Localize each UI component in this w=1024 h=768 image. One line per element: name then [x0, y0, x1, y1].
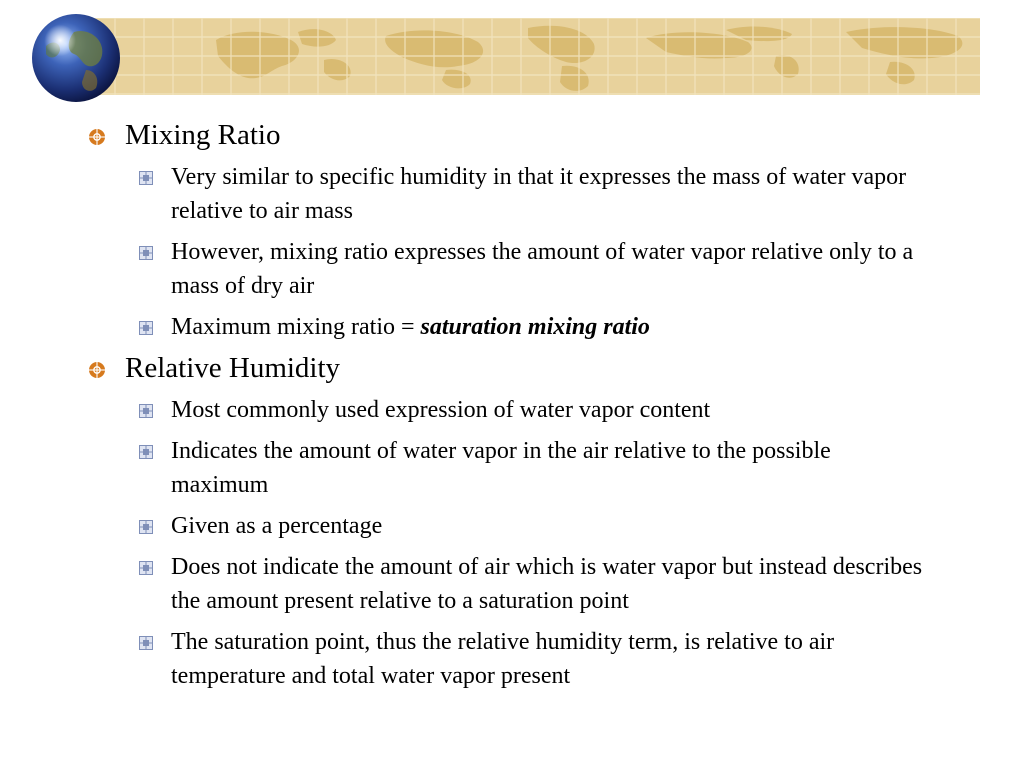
- bullet-item: [88, 625, 968, 693]
- square-bullet-icon: [139, 321, 153, 335]
- bullet-item: [88, 160, 968, 228]
- bullet-text: Maximum mixing ratio =: [171, 314, 421, 340]
- bullet-item: [88, 509, 968, 543]
- section-heading: [88, 351, 968, 385]
- circle-bullet-icon: [88, 361, 106, 379]
- bullet-item: [88, 434, 968, 502]
- square-bullet-icon: [139, 404, 153, 418]
- slide-content: [88, 118, 968, 700]
- world-map-banner: [86, 18, 980, 95]
- square-bullet-icon: [139, 445, 153, 459]
- bullet-text: The saturation point, thus the relative humidity term, is relative to air temperature and total water vapor present: [171, 629, 835, 689]
- section-heading: [88, 118, 968, 152]
- bullet-item: [88, 310, 968, 344]
- bullet-item: [88, 235, 968, 303]
- square-bullet-icon: [139, 561, 153, 575]
- circle-bullet-icon: [88, 128, 106, 146]
- bullet-text: Given as a percentage: [171, 513, 383, 539]
- bullet-text: However, mixing ratio expresses the amount of water vapor relative only to a mass of dry air: [171, 239, 914, 299]
- square-bullet-icon: [139, 246, 153, 260]
- globe-logo: [30, 12, 122, 104]
- square-bullet-icon: [139, 171, 153, 185]
- square-bullet-icon: [139, 636, 153, 650]
- bullet-emphasis-text: saturation mixing ratio: [420, 314, 650, 340]
- section-heading-text: Relative Humidity: [125, 352, 341, 384]
- bullet-text: Very similar to specific humidity in that it expresses the mass of water vapor relative to air mass: [171, 164, 907, 224]
- bullet-text: Does not indicate the amount of air which is water vapor but instead describes the amount present relative to a saturation point: [171, 554, 923, 614]
- bullet-item: [88, 550, 968, 618]
- square-bullet-icon: [139, 520, 153, 534]
- bullet-text: Indicates the amount of water vapor in the air relative to the possible maximum: [171, 438, 831, 498]
- section-heading-text: Mixing Ratio: [125, 119, 281, 151]
- bullet-item: [88, 393, 968, 427]
- bullet-text: Most commonly used expression of water vapor content: [171, 397, 711, 423]
